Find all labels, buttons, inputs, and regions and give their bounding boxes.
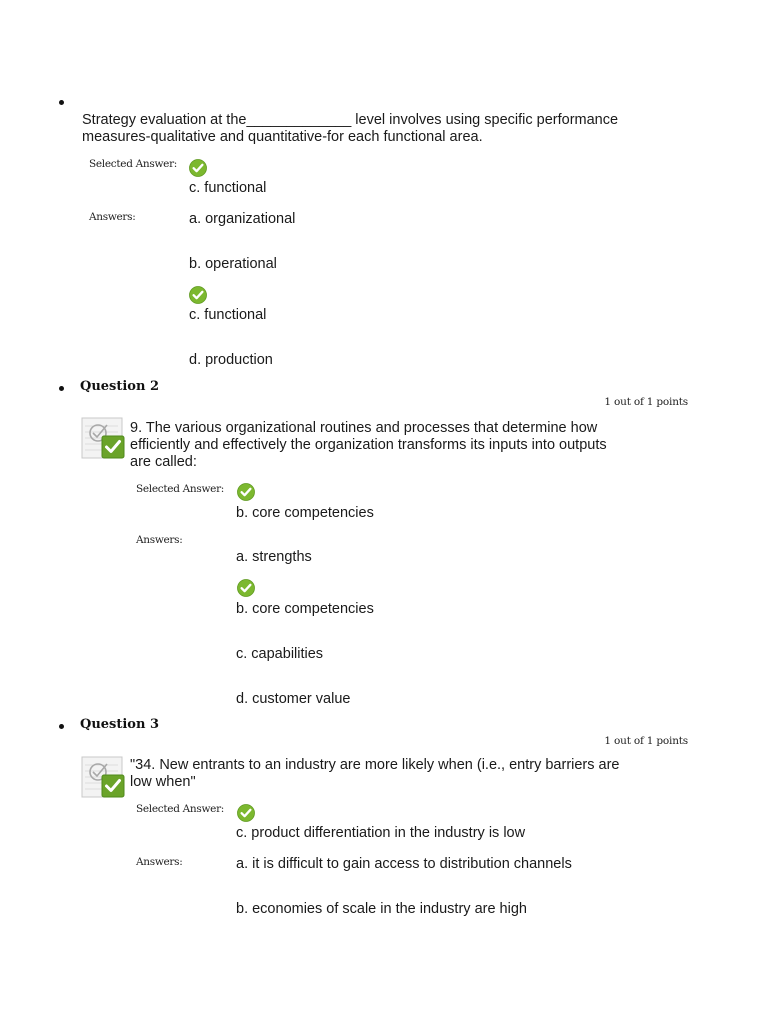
check-circle-icon bbox=[237, 579, 255, 597]
check-circle-icon bbox=[189, 159, 207, 177]
question-3-title: Question 3 bbox=[80, 717, 160, 732]
answer-option: c. capabilities bbox=[236, 646, 324, 662]
answer-option: a. strengths bbox=[236, 549, 312, 565]
question-1-text-line1: Strategy evaluation at the_____________ level involves using specific performance bbox=[82, 112, 619, 128]
question-2-text-line1: 9. The various organizational routines and processes that determine how bbox=[130, 420, 598, 436]
check-circle-icon bbox=[189, 286, 207, 304]
question-3-text-line2: low when" bbox=[130, 774, 196, 790]
answer-option: b. economies of scale in the industry are high bbox=[236, 901, 527, 917]
answer-option: d. customer value bbox=[236, 691, 351, 707]
question-2-title: Question 2 bbox=[80, 379, 160, 394]
selected-answer-value: b. core competencies bbox=[236, 505, 374, 521]
question-3-points: 1 out of 1 points bbox=[604, 735, 688, 747]
question-2-text-line3: are called: bbox=[130, 454, 197, 470]
answer-option-correct: b. core competencies bbox=[236, 601, 374, 617]
answer-option: a. organizational bbox=[189, 211, 296, 227]
check-circle-icon bbox=[237, 483, 255, 501]
answer-option-correct: c. functional bbox=[189, 307, 267, 323]
answers-label: Answers: bbox=[136, 856, 183, 868]
question-1-text-line2: measures-qualitative and quantitative-for each functional area. bbox=[82, 129, 483, 145]
answers-label: Answers: bbox=[89, 211, 136, 223]
selected-answer-value: c. functional bbox=[189, 180, 267, 196]
selected-answer-label: Selected Answer: bbox=[89, 158, 178, 170]
answers-label: Answers: bbox=[136, 534, 183, 546]
selected-answer-label: Selected Answer: bbox=[136, 483, 225, 495]
answer-option: a. it is difficult to gain access to distribution channels bbox=[236, 856, 572, 872]
correct-answer-icon bbox=[81, 417, 127, 461]
selected-answer-label: Selected Answer: bbox=[136, 803, 225, 815]
question-3-text-line1: "34. New entrants to an industry are more likely when (i.e., entry barriers are bbox=[130, 757, 620, 773]
question-2-points: 1 out of 1 points bbox=[604, 396, 688, 408]
question-1-text bbox=[82, 112, 682, 146]
check-circle-icon bbox=[237, 804, 255, 822]
answer-option: d. production bbox=[189, 352, 273, 368]
correct-answer-icon bbox=[81, 756, 127, 800]
selected-answer-value: c. product differentiation in the industry is low bbox=[236, 825, 526, 841]
list-bullet bbox=[59, 724, 64, 729]
question-2-text bbox=[130, 420, 670, 471]
question-3-text bbox=[130, 757, 690, 791]
list-bullet bbox=[59, 100, 64, 105]
list-bullet bbox=[59, 386, 64, 391]
question-2-text-line2: efficiently and effectively the organization transforms its inputs into outputs bbox=[130, 437, 607, 453]
answer-option: b. operational bbox=[189, 256, 277, 272]
